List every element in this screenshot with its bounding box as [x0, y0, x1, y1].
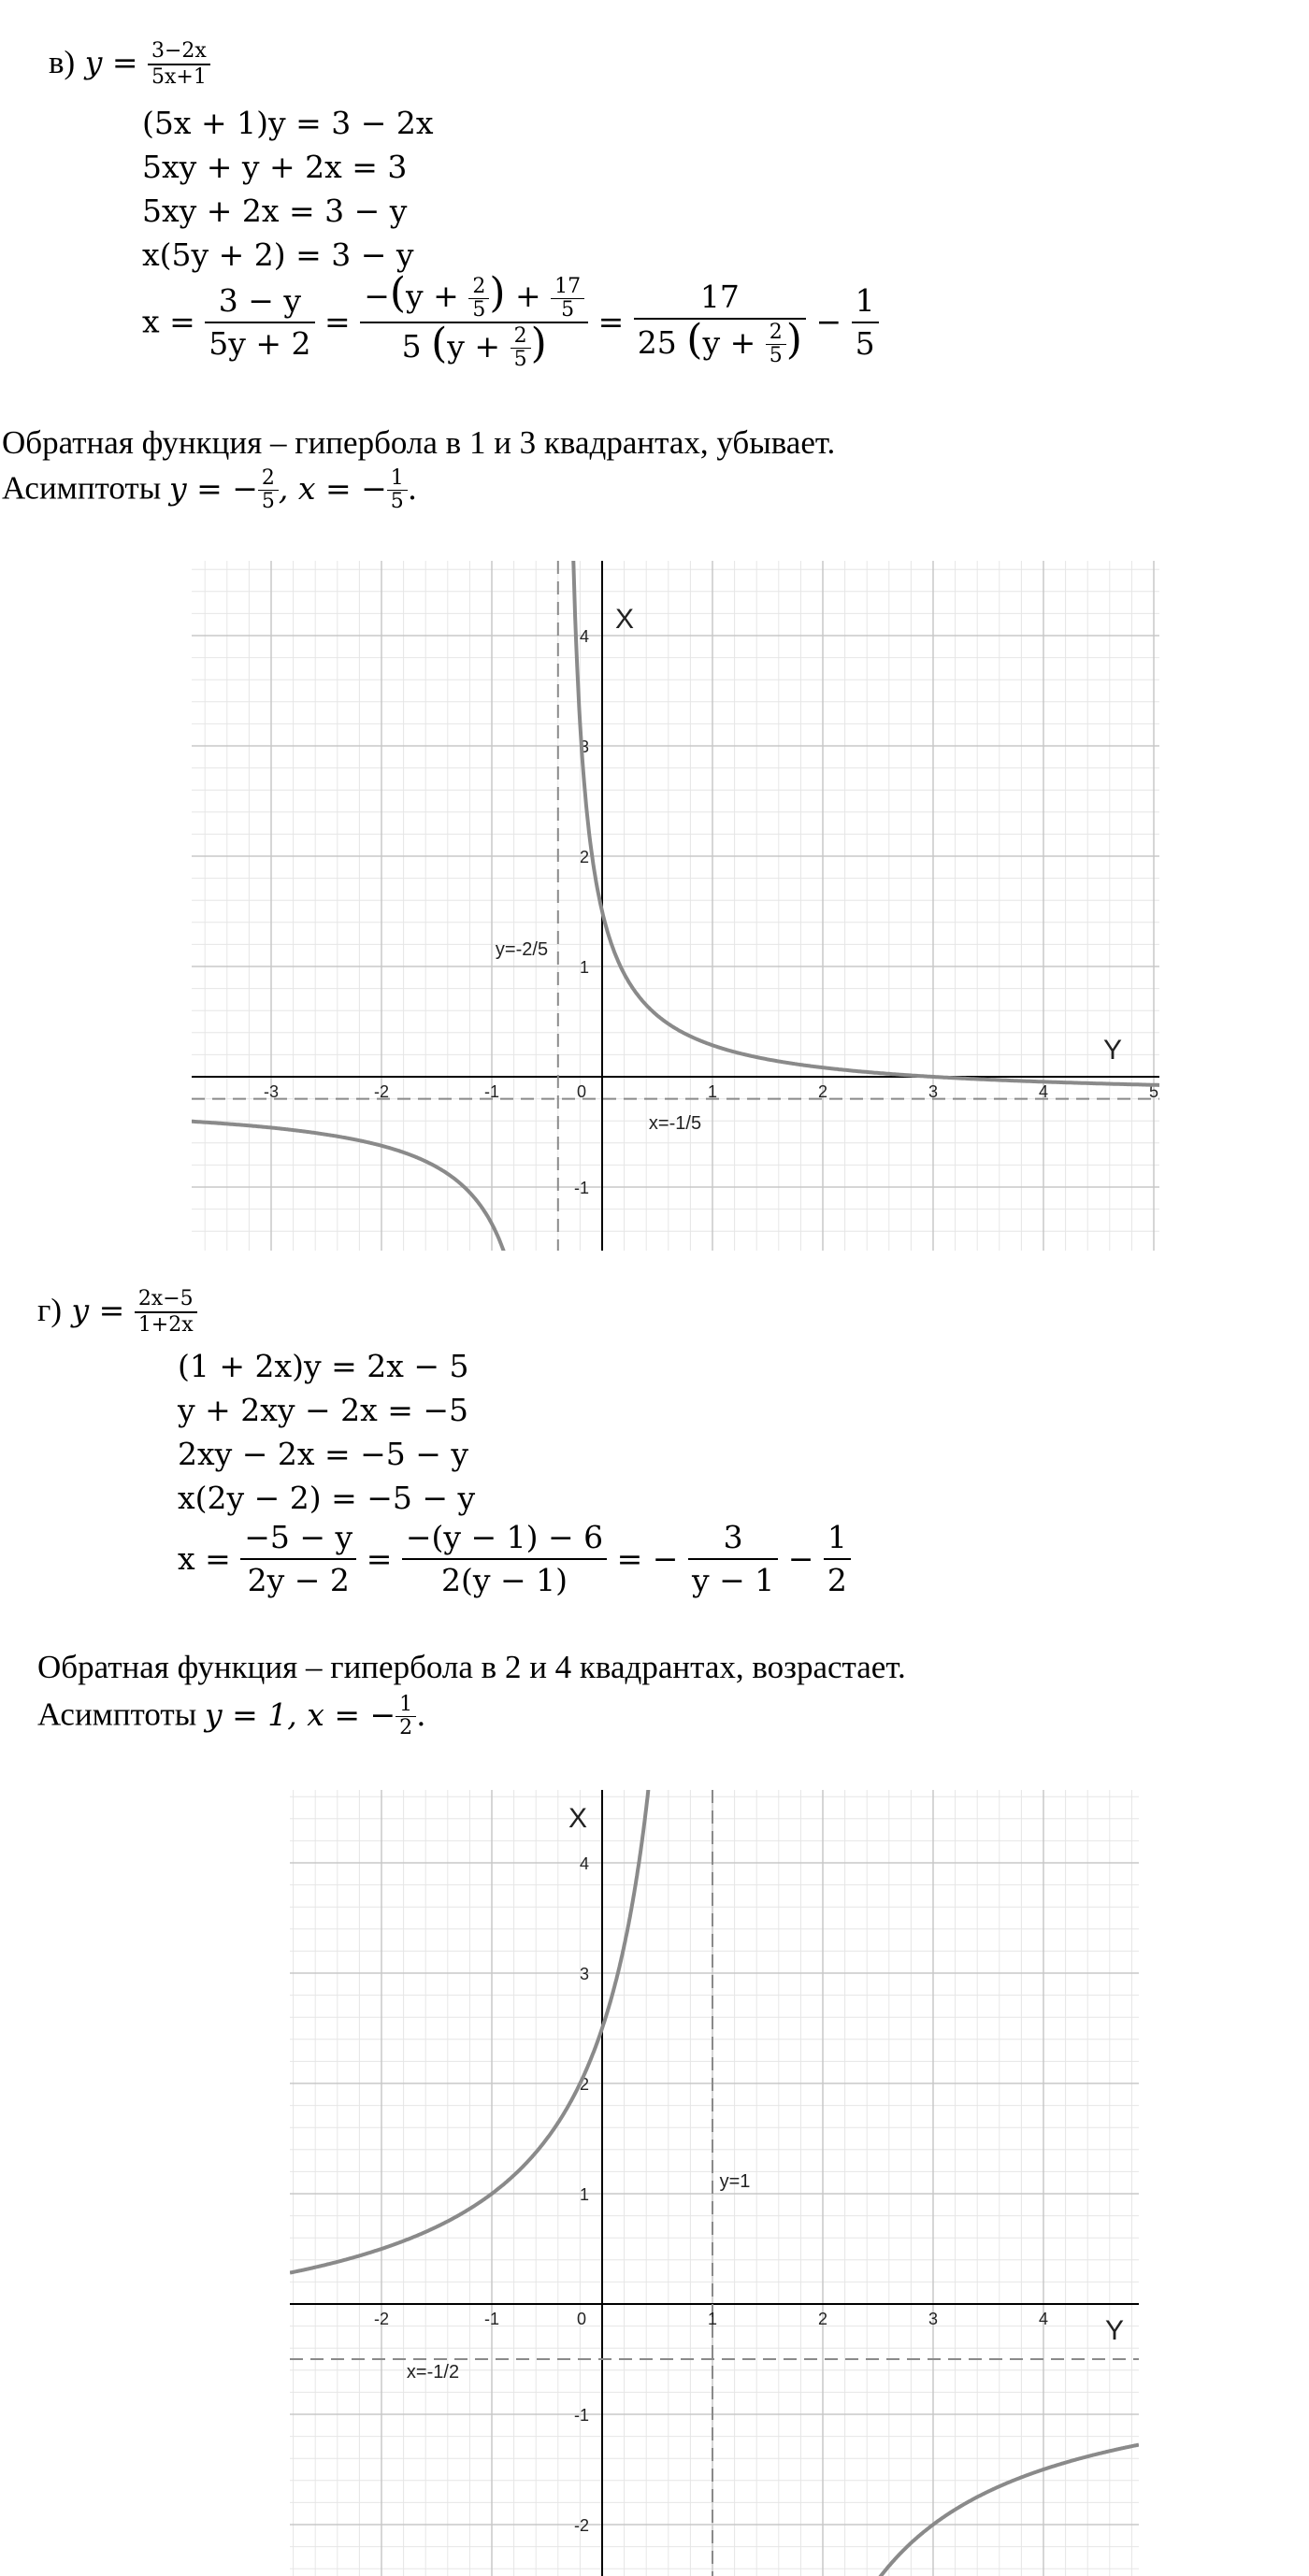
part-g-step-1: (1 + 2x)y = 2x − 5 — [178, 1348, 469, 1384]
graph-2-curve-branch-2 — [712, 2445, 1139, 2576]
graph-1-x-tick-label: 2 — [817, 1082, 828, 1101]
graph-1-asymptote-vertical-label: y=-2/5 — [495, 939, 549, 960]
part-v-frac-3: 17 25 (y + $\frac{2}{5}$ ) — [634, 277, 806, 368]
part-g-step-3: 2xy − 2x = −5 − y — [178, 1436, 469, 1472]
graph-2-x-tick-label: 0 — [576, 2310, 587, 2328]
graph-2-y-tick-label: -1 — [573, 2406, 589, 2425]
graph-1-x-tick-label: 0 — [576, 1082, 587, 1101]
part-v-conclusion: Обратная функция – гипербола в 1 и 3 квадрантах, убывает. — [2, 424, 836, 461]
graph-2-y-tick-label: -2 — [573, 2516, 589, 2535]
graph-1-y-tick-label: 1 — [579, 958, 589, 977]
part-v-step-1: (5x + 1)y = 3 − 2x — [142, 105, 434, 141]
part-v-step-2: 5xy + y + 2x = 3 — [142, 149, 408, 185]
graph-2-y-tick-label: 3 — [579, 1965, 589, 1983]
part-g-step-2: y + 2xy − 2x = −5 — [178, 1392, 469, 1428]
graph-2-x-tick-label: 2 — [817, 2310, 828, 2328]
part-g-given: г) y = $\frac{2x-5}{1+2x}$ — [37, 1287, 197, 1338]
graph-1-x-tick-label: -2 — [373, 1082, 390, 1101]
graph-2-x-tick-label: -2 — [373, 2310, 390, 2328]
part-g-result: x = $\frac{-5 - y}{2y - 2}$ = $\frac{-(y - 1) - 6}{2(y - 1)}$ = − $\frac{3}{y - 1}$ − $\frac{1}{2}$ — [178, 1517, 851, 1601]
part-v-given: в) y = $\frac{3-2x}{5x+1}$ — [49, 39, 210, 90]
graph-2-x-tick-label: 3 — [928, 2310, 939, 2328]
graph-1-x-tick-label: 5 — [1148, 1082, 1159, 1101]
part-v-step-3: 5xy + 2x = 3 − y — [142, 193, 408, 229]
part-g-step-4: x(2y − 2) = −5 − y — [178, 1480, 476, 1516]
graph-1-x-tick-label: 1 — [707, 1082, 718, 1101]
graph-1-y-tick-label: 4 — [579, 627, 589, 646]
graph-1-x-axis-name: Y — [1102, 1035, 1123, 1066]
graph-2-asymptote-horizontal-label: x=-1/2 — [406, 2362, 460, 2383]
part-v-asymptotes: Асимптоты y = − $\frac{2}{5}$ , x = − $\frac{1}{5}$ . — [2, 466, 418, 513]
graph-1-x-tick-label: 3 — [928, 1082, 939, 1101]
graph-2-x-tick-label: -1 — [483, 2310, 500, 2328]
graph-2-y-tick-label: 4 — [579, 1854, 589, 1873]
graph-2-x-axis-name: Y — [1104, 2315, 1125, 2346]
part-g-conclusion: Обратная функция – гипербола в 2 и 4 квадрантах, возрастает. — [37, 1649, 906, 1685]
part-g-asymptotes: Асимптоты y = 1, x = − $\frac{1}{2}$ . — [37, 1693, 426, 1739]
graph-1-y-axis-name: X — [614, 604, 635, 635]
graph-2-x-tick-label: 4 — [1038, 2310, 1049, 2328]
graph-2-curve-branch-1 — [290, 0, 712, 2273]
graph-2-x-tick-label: 1 — [707, 2310, 718, 2328]
part-v-frac-2: −(y + $\frac{2}{5}$ ) + $\frac{17}{5}$ 5 (y + $\frac{2}{5}$ ) — [360, 273, 588, 371]
part-v-result: x = $\frac{3 - y}{5y + 2}$ = −(y + $\frac{2}{5}$ ) + $\frac{17}{5}$ 5 (y + $\frac{2}{5}$ ) = 17 25 (y + $\frac{2}{5}$ ) − $\frac{1}{5}$ — [142, 273, 879, 371]
graph-2-y-tick-label: 1 — [579, 2185, 589, 2204]
graph-2-asymptote-vertical-label: y=1 — [719, 2171, 751, 2192]
graph-1-y-tick-label: -1 — [573, 1179, 589, 1197]
graph-1-asymptote-horizontal-label: x=-1/5 — [648, 1113, 702, 1134]
graph-2-y-axis-name: X — [568, 1803, 588, 1834]
part-v-step-4: x(5y + 2) = 3 − y — [142, 236, 414, 273]
graph-1-x-tick-label: 4 — [1038, 1082, 1049, 1101]
graph-2-y-tick-label: 2 — [579, 2075, 589, 2094]
graph-1-x-tick-label: -1 — [483, 1082, 500, 1101]
graph-1-x-tick-label: -3 — [263, 1082, 280, 1101]
graph-1-curve-branch-1 — [192, 1122, 558, 2576]
graph-1-y-tick-label: 3 — [579, 737, 589, 756]
graph-1-y-tick-label: 2 — [579, 848, 589, 866]
